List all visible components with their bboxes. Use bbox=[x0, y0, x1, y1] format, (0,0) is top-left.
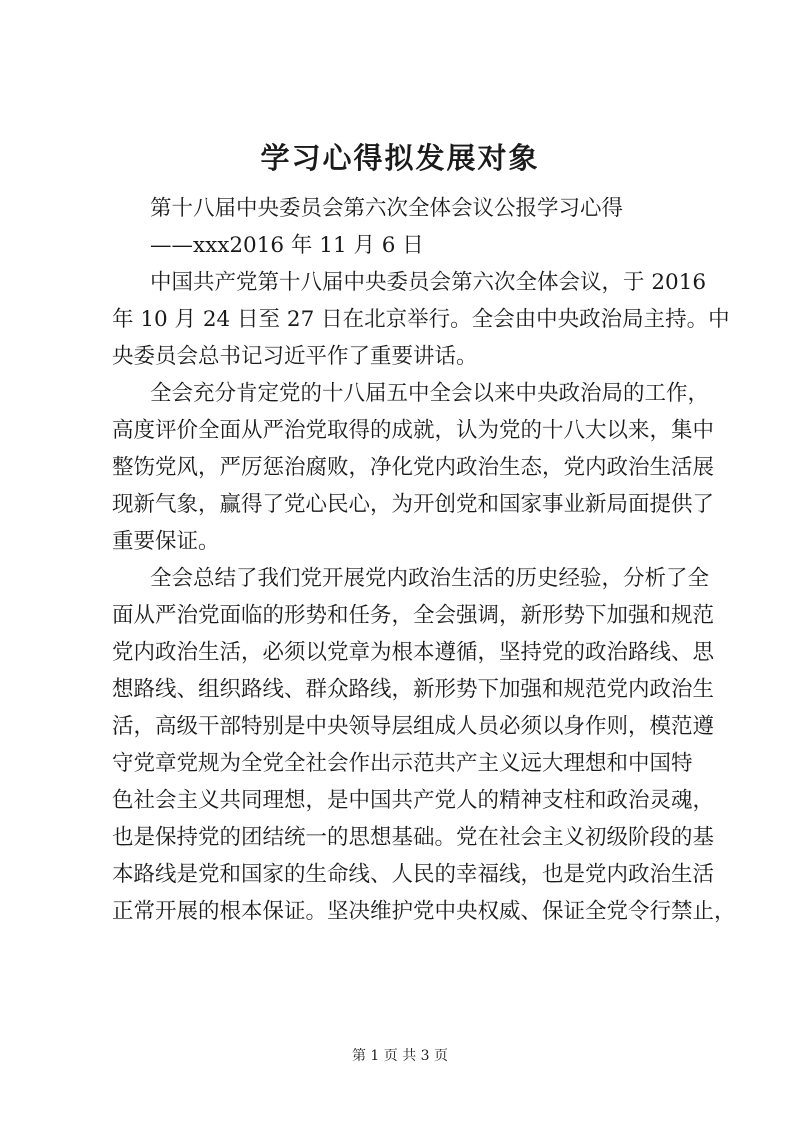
paragraph-line: 正常开展的根本保证。坚决维护党中央权威、保证全党令行禁止， bbox=[112, 899, 736, 924]
paragraph-line: 党内政治生活，必须以党章为根本遵循，坚持党的政治路线、思 bbox=[112, 640, 715, 665]
paragraph-line: 想路线、组织路线、群众路线，新形势下加强和规范党内政治生 bbox=[112, 677, 715, 702]
paragraph-line: 中国共产党第十八届中央委员会第六次全体会议，于 2016 bbox=[150, 270, 707, 295]
paragraph-line: 整饬党风，严厉惩治腐败，净化党内政治生态，党内政治生活展 bbox=[112, 455, 715, 480]
paragraph-line: 本路线是党和国家的生命线、人民的幸福线，也是党内政治生活 bbox=[112, 862, 715, 887]
paragraph-line: 重要保证。 bbox=[112, 529, 220, 554]
document-body bbox=[112, 190, 736, 930]
paragraph-3 bbox=[112, 560, 736, 930]
document-title: 学习心得拟发展对象 bbox=[260, 141, 540, 175]
paragraph-1 bbox=[112, 264, 730, 375]
paragraph-line: 色社会主义共同理想，是中国共产党人的精神支柱和政治灵魂， bbox=[112, 788, 715, 813]
paragraph-line: 央委员会总书记习近平作了重要讲话。 bbox=[112, 344, 478, 369]
subtitle: 第十八届中央委员会第六次全体会议公报学习心得 bbox=[150, 196, 624, 221]
paragraph-line: 活，高级干部特别是中央领导层组成人员必须以身作则，模范遵 bbox=[112, 714, 715, 739]
byline: ——xxx2016 年 11 月 6 日 bbox=[150, 233, 424, 258]
paragraph-line: 高度评价全面从严治党取得的成就，认为党的十八大以来，集中 bbox=[112, 418, 715, 443]
paragraph-line: 面从严治党面临的形势和任务，全会强调，新形势下加强和规范 bbox=[112, 603, 715, 628]
paragraph-line: 全会总结了我们党开展党内政治生活的历史经验，分析了全 bbox=[150, 566, 710, 591]
paragraph-2 bbox=[112, 375, 715, 560]
page-footer: 第 1 页 共 3 页 bbox=[351, 1048, 449, 1064]
paragraph-line: 全会充分肯定党的十八届五中全会以来中央政治局的工作， bbox=[150, 381, 710, 406]
paragraph-line: 守党章党规为全党全社会作出示范共产主义远大理想和中国特 bbox=[112, 751, 693, 776]
paragraph-line: 也是保持党的团结统一的思想基础。党在社会主义初级阶段的基 bbox=[112, 825, 715, 850]
paragraph-line: 现新气象，赢得了党心民心，为开创党和国家事业新局面提供了 bbox=[112, 492, 715, 517]
paragraph-line: 年 10 月 24 日至 27 日在北京举行。全会由中央政治局主持。中 bbox=[112, 307, 730, 332]
